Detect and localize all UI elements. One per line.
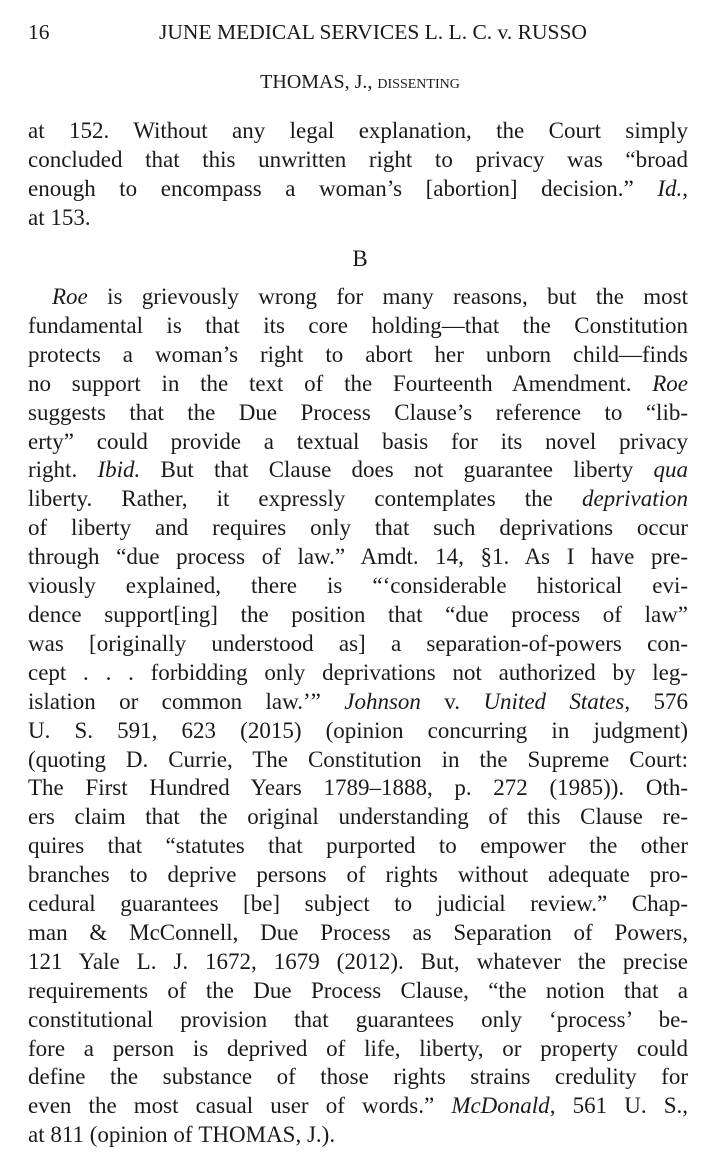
text-line: at 153. (28, 204, 91, 230)
text-line: erty” could provide a textual basis for its novel privacy (28, 428, 688, 454)
text-line: fundamental is that its core holding—that the Constitution (28, 312, 688, 338)
text-line: of liberty and requires only that such deprivations occur (28, 515, 688, 541)
text-line: liberty. Rather, it expressly contemplates the deprivation (28, 486, 688, 512)
text-line: U. S. 591, 623 (2015) (opinion concurring in judgment) (28, 717, 688, 743)
text-line: dence support[ing] the position that “due process of law” (28, 601, 688, 627)
text-line: enough to encompass a woman’s [abortion] decision.” Id., (28, 175, 688, 201)
text-line: no support in the text of the Fourteenth Amendment. Roe (28, 370, 688, 396)
text-line: requirements of the Due Process Clause, “the notion that a (28, 977, 688, 1003)
text-line: 121 Yale L. J. 1672, 1679 (2012). But, whatever the precise (28, 948, 688, 974)
text-line: concluded that this unwritten right to privacy was “broad (28, 146, 688, 172)
text-line: branches to deprive persons of rights without adequate pro- (28, 862, 688, 888)
text-line: (quoting D. Currie, The Constitution in the Supreme Court: (28, 746, 688, 772)
text-line: at 811 (opinion of THOMAS, J.). (28, 1122, 336, 1148)
paragraph-2 (28, 283, 688, 1150)
text-line: constitutional provision that guarantees only ‘process’ be- (28, 1006, 688, 1032)
text-line: at 152. Without any legal explanation, the Court simply (28, 118, 688, 143)
text-line: right. Ibid. But that Clause does not guarantee liberty qua (28, 457, 688, 483)
text-line: quires that “statutes that purported to empower the other (28, 833, 688, 859)
text-line: man & McConnell, Due Process as Separation of Powers, (28, 919, 688, 945)
text-line: islation or common law.’” Johnson v. United States, 576 (28, 688, 688, 714)
running-header (28, 20, 688, 50)
opinion-subheader: THOMAS, J., dissenting (260, 71, 460, 93)
text-line: The First Hundred Years 1789–1888, p. 272 (1985)). Oth- (28, 775, 688, 801)
text-line: cedural guarantees [be] subject to judicial review.” Chap- (28, 891, 688, 917)
text-line: suggests that the Due Process Clause’s reference to “lib- (28, 399, 688, 425)
text-line: even the most casual user of words.” McDonald, 561 U. S., (28, 1093, 688, 1119)
text-line: define the substance of those rights strains credulity for (28, 1064, 688, 1090)
text-line: protects a woman’s right to abort her unborn child—finds (28, 341, 688, 367)
text-line: through “due process of law.” Amdt. 14, §1. As I have pre- (28, 544, 688, 570)
text-line: fore a person is deprived of life, liberty, or property could (28, 1035, 688, 1061)
paragraph-1 (28, 117, 688, 233)
section-heading: B (352, 246, 368, 271)
page-number: 16 (28, 20, 50, 44)
text-line: ers claim that the original understanding of this Clause re- (28, 804, 688, 830)
text-line: viously explained, there is “‘considerable historical evi- (28, 573, 688, 599)
text-line: Roe is grievously wrong for many reasons, but the most (52, 284, 688, 309)
text-line: was [originally understood as] a separation-of-powers con- (28, 630, 688, 656)
text-line: cept . . . forbidding only deprivations not authorized by leg- (28, 659, 688, 685)
case-title: JUNE MEDICAL SERVICES L. L. C. v. RUSSO (159, 20, 587, 44)
